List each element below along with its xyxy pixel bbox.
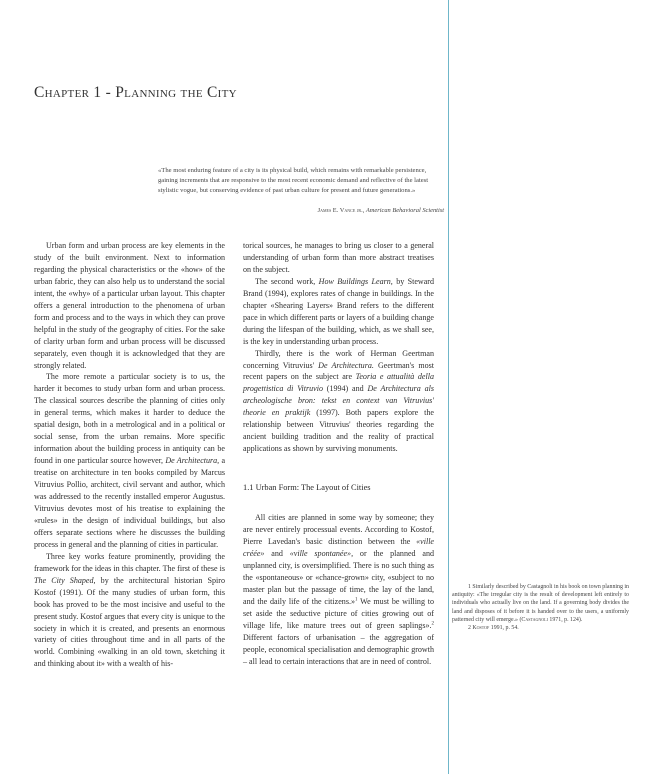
book-title: De Architectura,: [165, 456, 220, 466]
paragraph-text: All cities are planned in some way by someone; they are never entirely processual events. According to Kostof, Pierre Lavedan's basic distinction between the: [243, 513, 434, 547]
quoted-term: «ville spontanée»,: [289, 548, 354, 558]
footnote-1: [452, 583, 629, 624]
footnote-author: 2 Kostof: [468, 625, 490, 632]
epigraph-author: James E. Vance jr.,: [317, 207, 365, 214]
footnote-2: [452, 624, 629, 632]
paragraph-text: or the planned and unplanned city, is oversimplified. There is no such thing as the «spontaneous» or «chance-grown» city, «subject to no master plan but the passage of time, the lay of the land, and the daily life of the citizens.»: [243, 548, 434, 606]
book-title: Teoria e attualità della progettistica di Vitruvio: [243, 372, 434, 394]
margin-rule: [448, 0, 449, 774]
paragraph-text: by the architectural historian Spiro Kostof (1991). Of the many studies of urban form, this book has proved to be the most incisive and useful to the present study. Kostof argues that every city is unique to the society in which it is created, and presents an enormous variety of cities throughout time and in all parts of the world. Combining «walking in an old town, sketching it and thinking about it» with a wealth of his-: [34, 575, 225, 669]
footnote-text: 1991, p. 54.: [490, 625, 519, 632]
paragraph-text: Three key works feature prominently, providing the framework for the ideas in this chapter. The first of these is: [34, 551, 225, 573]
right-column: [243, 240, 434, 668]
paragraph-text: torical sources, he manages to bring us closer to a general understanding of urban form than more abstract treatises on the subject.: [243, 241, 434, 274]
footnote-ref-2: 2: [431, 621, 434, 627]
footnote-text: 1 Similarly described by Castagnoli in his book on town planning in antiquity: «The irregular city is the result of development left entirely to individuals who actually live on the land. If a governing body divides the land and disposes of it before it is handed over to the users, a uniformly patterned city will emerge.» (: [452, 584, 629, 623]
chapter-title: Chapter 1 - Planning the City: [34, 84, 237, 101]
paragraph-text: a treatise on architecture in ten books compiled by Marcus Vitruvius Pollio, architect, civil servant and author, which was addressed to the recently installed emperor Augustus. Vitruvius devotes most of his treatise to explaining the «rules» in the design of individual buildings, but also offers separate sections where he discusses the building process in general and the planning of cities in particular.: [34, 456, 226, 549]
section-heading: 1.1 Urban Form: The Layout of Cities: [243, 483, 371, 493]
paragraph: [243, 276, 434, 348]
paragraph-text: Different factors of urbanisation – the aggregation of people, economical specialisation and demographic growth – all lead to certain interactions that are in need of control.: [243, 632, 434, 666]
paragraph-text: (1997). Both papers explore the relationship between Vitruvius' theories regarding the ancient building tradition and the reality of practical applications as shown by surviving monuments.: [243, 408, 435, 454]
footnote-author: Castagnoli: [521, 616, 548, 623]
epigraph: [158, 166, 444, 196]
paragraph-text: Thirdly, there is the work of Herman Geertman concerning Vitruvius': [243, 348, 434, 370]
book-title: The City Shaped,: [34, 575, 96, 585]
paragraph: [243, 348, 434, 456]
book-title: De Architectura als archeologische bron: tekst en context van Vitruvius' theorie en praktijk: [243, 384, 435, 418]
paragraph-text: Urban form and urban process are key elements in the study of the built environment. Next to information regarding the physical characteristics or the «how» of the urban fabric, they can also help us to understand the social intent, the «why» of a particular urban layout. This chapter offers a general introduction to the phenomena of urban form and process and to the ways in which they can prove helpful in the study of the geography of cities. For the sake of clarity urban form and urban process will be discussed separately, even though it is acknowledged that they are strongly related.: [34, 241, 225, 370]
paragraph: [34, 240, 225, 371]
left-column: [34, 240, 225, 670]
paragraph-text: The second work,: [255, 276, 316, 286]
epigraph-source: American Behavioral Scientist: [365, 207, 444, 214]
paragraph: [243, 512, 434, 667]
paragraph-text: (1994) and: [326, 384, 364, 394]
epigraph-text: «The most enduring feature of a city is its physical build, which remains with remarkable persistence, gaining increments that are responsive to the most recent economic demand and reflective of the latest stylistic vogue, but conserving evidence of past urban culture for present and future generations.»: [158, 167, 429, 194]
paragraph: [243, 240, 434, 276]
footnote-ref-1: 1: [355, 597, 358, 603]
margin-notes: [452, 583, 629, 632]
paragraph-text: The more remote a particular society is to us, the harder it becomes to study urban form and urban process. The classical sources describe the planning of cities only in general terms, which makes it harder to deduce the spatial design, both in a metrological and in a political or social sense, from the urban remains. More specific information about the building process in antiquity can be found in one particular source however,: [34, 372, 225, 466]
book-title: De Architectura.: [318, 360, 374, 370]
quoted-term: «ville créée»: [243, 537, 434, 558]
paragraph-text: We must be willing to set aside the seductive picture of cities growing out of village life, like mature trees out of green saplings».: [243, 596, 435, 630]
paragraph-text: by Steward Brand (1994), explores rates of change in buildings. In the chapter «Shearing Layers» Brand refers to the different pace in which different parts or layers of a building change during the lifespan of the building, which, as we shall see, is the key in understanding urban process.: [243, 276, 435, 346]
footnote-text: 1971, p. 124).: [549, 616, 583, 623]
epigraph-attribution: [158, 207, 444, 214]
paragraph-text: Geertman's most recent papers on the subject are: [243, 360, 435, 382]
paragraph: [34, 371, 225, 550]
book-title: How Buildings Learn,: [318, 276, 393, 286]
paragraph-text: and: [271, 548, 283, 558]
paragraph: [34, 551, 225, 671]
